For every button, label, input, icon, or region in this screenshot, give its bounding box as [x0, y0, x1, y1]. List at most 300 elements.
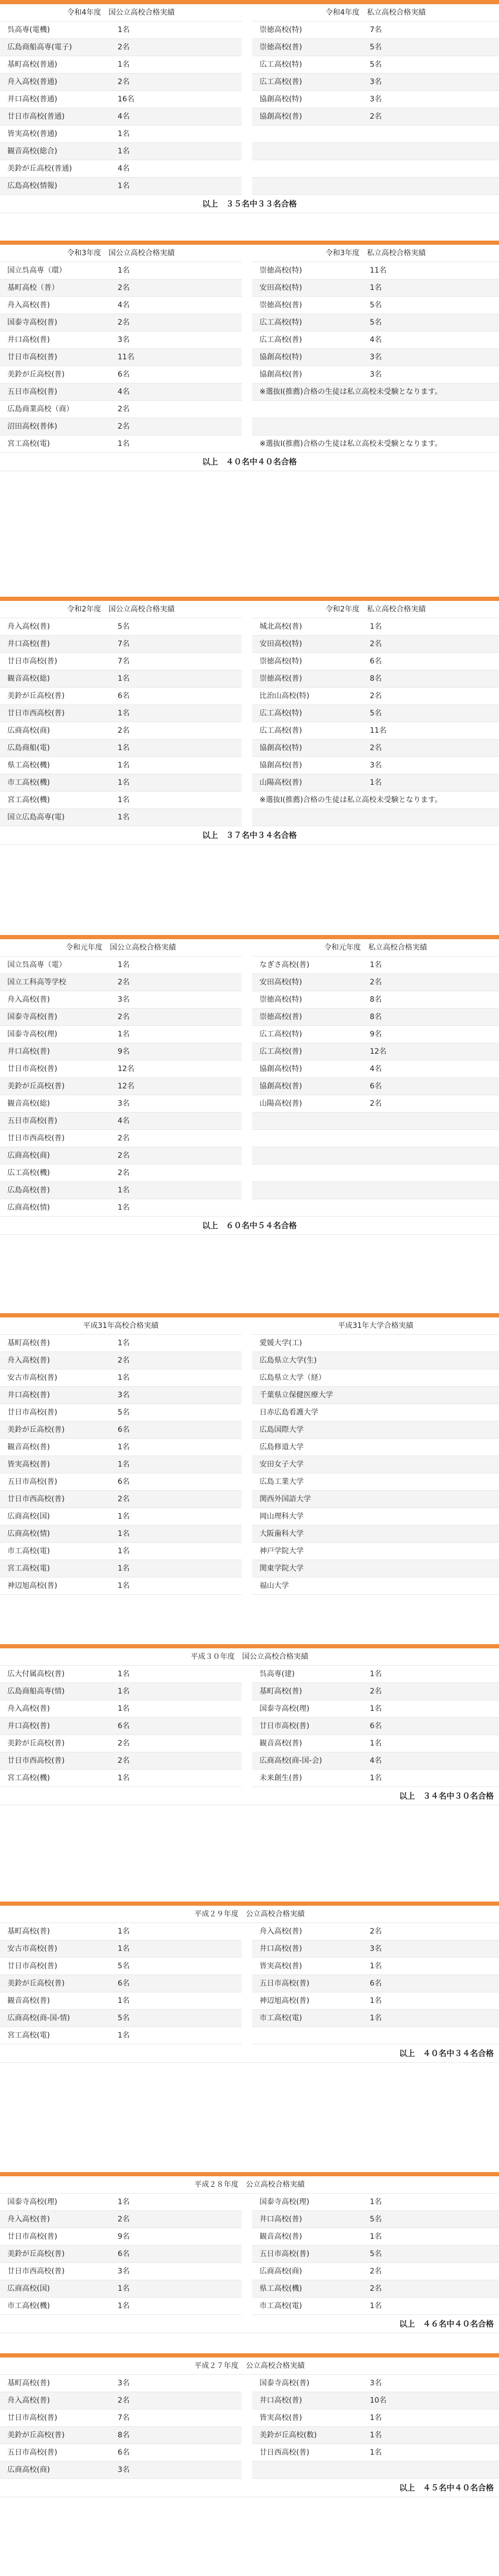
column-gap	[242, 1078, 252, 1095]
school-name: 崇徳高校(普)	[252, 39, 362, 56]
column-gap	[242, 740, 252, 757]
pass-count: 1名	[110, 435, 242, 453]
table-row	[0, 809, 499, 826]
school-name: 国泰寺高校(普)	[252, 2375, 362, 2392]
table-row	[0, 740, 499, 757]
table-row	[0, 792, 499, 809]
pass-count: 3名	[110, 2461, 242, 2479]
school-name: 観音高校(普)	[0, 1992, 110, 2010]
table-row	[0, 1165, 499, 1182]
column-gap	[242, 2263, 252, 2280]
table-row	[0, 1009, 499, 1026]
results-section-r3	[0, 241, 499, 471]
school-name: 神辺旭高校(普)	[0, 1577, 110, 1595]
pass-count: 5名	[110, 1404, 242, 1421]
school-name: 市工高校(電)	[252, 2010, 362, 2027]
table-row	[0, 91, 499, 108]
pass-count: 1名	[110, 1335, 242, 1352]
school-name: 広工高校(特)	[252, 56, 362, 74]
column-gap	[242, 91, 252, 108]
school-name: 広工高校(特)	[252, 705, 362, 722]
table-row	[0, 1130, 499, 1147]
column-gap	[242, 2246, 252, 2263]
school-name	[252, 1199, 362, 1217]
pass-count: 1名	[110, 1026, 242, 1043]
public-results-heading: 令和2年度 国公立高校合格実績	[0, 601, 242, 618]
pass-count: 1名	[362, 1958, 499, 1975]
pass-count: 2名	[110, 1165, 242, 1182]
school-name: 広島県立大学（経）	[252, 1369, 362, 1387]
pass-count	[362, 1352, 499, 1369]
results-table	[0, 1906, 499, 2044]
school-name: 協創高校(普)	[252, 1078, 362, 1095]
school-name: 大阪歯科大学	[252, 1525, 362, 1543]
table-row	[0, 1508, 499, 1525]
table-row	[0, 383, 499, 401]
school-name: 廿日市高校(普)	[0, 1404, 110, 1421]
school-name: 広島工業大学	[252, 1473, 362, 1491]
school-name: 観音高校(普)	[252, 2228, 362, 2246]
pass-count: 1名	[110, 262, 242, 279]
school-name: 観音高校(普)	[252, 1735, 362, 1752]
pass-count: 4名	[110, 297, 242, 314]
column-gap	[242, 1317, 252, 1335]
school-name: 広工高校(特)	[252, 1026, 362, 1043]
school-name: 舟入高校(普)	[252, 1923, 362, 1940]
pass-count: 1名	[110, 2280, 242, 2298]
column-gap	[242, 331, 252, 349]
school-name: 国泰寺高校(理)	[0, 1026, 110, 1043]
table-header-row	[0, 2176, 499, 2194]
pass-count: 2名	[110, 1735, 242, 1752]
pass-count: 1名	[362, 1992, 499, 2010]
table-row	[0, 1095, 499, 1113]
column-gap	[242, 1335, 252, 1352]
table-row	[0, 2461, 499, 2479]
column-gap	[242, 22, 252, 39]
table-row	[0, 2194, 499, 2211]
pass-count	[362, 809, 499, 826]
pass-count: 3名	[362, 91, 499, 108]
column-gap	[242, 2010, 252, 2027]
table-row	[0, 1061, 499, 1078]
private-results-heading: 令和2年度 私立高校合格実績	[252, 601, 499, 618]
table-row	[0, 1113, 499, 1130]
pass-count	[362, 1456, 499, 1473]
column-gap	[242, 1352, 252, 1369]
school-name	[252, 1165, 362, 1182]
column-gap	[242, 1147, 252, 1165]
column-gap	[242, 1421, 252, 1439]
pass-count: 5名	[362, 297, 499, 314]
column-gap	[242, 1975, 252, 1992]
school-name: 美鈴が丘高校(普)	[0, 2246, 110, 2263]
column-gap	[242, 1113, 252, 1130]
column-gap	[242, 618, 252, 636]
school-name: 国泰寺高校(理)	[252, 2194, 362, 2211]
pass-count: 1名	[362, 2194, 499, 2211]
pass-count: 1名	[110, 792, 242, 809]
pass-count: 6名	[110, 2246, 242, 2263]
pass-count: 2名	[362, 636, 499, 653]
school-name: 基町高校（普）	[0, 279, 110, 297]
column-gap	[242, 1543, 252, 1560]
school-name: 井口高校(普通)	[0, 91, 110, 108]
pass-count: 2名	[110, 2392, 242, 2409]
school-name: 美鈴が丘高校(普)	[0, 1735, 110, 1752]
column-gap	[242, 262, 252, 279]
pass-count: 3名	[110, 2263, 242, 2280]
school-name: 広島修道大学	[252, 1439, 362, 1456]
pass-count: 1名	[110, 1923, 242, 1940]
school-name: 観音高校(総合)	[0, 143, 110, 160]
pass-count	[362, 1199, 499, 1217]
school-name: 広商高校(商-国-会)	[252, 1752, 362, 1770]
column-gap	[242, 1940, 252, 1958]
pass-count: 1名	[110, 143, 242, 160]
school-name	[252, 178, 362, 195]
pass-count	[362, 1404, 499, 1421]
school-name: 国泰寺高校(普)	[0, 314, 110, 331]
column-gap	[242, 56, 252, 74]
column-gap	[242, 108, 252, 126]
table-row	[0, 435, 499, 453]
school-name: 広工高校(普)	[252, 74, 362, 91]
table-row	[0, 401, 499, 418]
pass-count	[362, 1130, 499, 1147]
school-name: 広工高校(機)	[0, 1165, 110, 1182]
column-gap	[242, 314, 252, 331]
school-name: 国泰寺高校(理)	[252, 1700, 362, 1718]
results-summary: 以上 ３４名中３０名合格	[0, 1787, 499, 1805]
pass-count	[362, 1113, 499, 1130]
school-name: 安田女子大学	[252, 1456, 362, 1473]
column-gap	[242, 2375, 252, 2392]
pass-count: 2名	[362, 2280, 499, 2298]
pass-count: 2名	[110, 1147, 242, 1165]
school-name: 愛媛大学(工)	[252, 1335, 362, 1352]
table-row	[0, 2409, 499, 2427]
school-name: 広島商船(電)	[0, 740, 110, 757]
table-row	[0, 1770, 499, 1787]
column-gap	[242, 705, 252, 722]
table-header-row	[0, 1906, 499, 1923]
school-name: 廿日市高校(普)	[0, 2409, 110, 2427]
pass-count: 6名	[362, 1718, 499, 1735]
pass-count	[362, 1473, 499, 1491]
pass-count: 1名	[362, 2228, 499, 2246]
school-name	[252, 2461, 362, 2479]
school-name: 比治山高校(特)	[252, 688, 362, 705]
column-gap	[242, 39, 252, 56]
pass-count: 4名	[362, 1061, 499, 1078]
school-name: 廿日市高校(普通)	[0, 108, 110, 126]
column-gap	[242, 757, 252, 774]
pass-count: 1名	[110, 1577, 242, 1595]
section-top-stripe	[0, 1902, 499, 1906]
pass-count: 6名	[110, 1718, 242, 1735]
school-name: 美鈴が丘高校(普)	[0, 688, 110, 705]
school-name: 協創高校(普)	[252, 366, 362, 383]
table-row	[0, 618, 499, 636]
school-name: 舟入高校(普)	[0, 1700, 110, 1718]
pass-count: 3名	[362, 74, 499, 91]
column-gap	[242, 2392, 252, 2409]
school-name	[252, 126, 362, 143]
table-row	[0, 126, 499, 143]
school-name: 井口高校(普)	[252, 2392, 362, 2409]
school-name: 市工高校(電)	[0, 1543, 110, 1560]
pass-count: 1名	[110, 670, 242, 688]
pass-count	[362, 1560, 499, 1577]
table-row	[0, 1666, 499, 1683]
pass-count: 6名	[110, 1421, 242, 1439]
school-name: 崇徳高校(普)	[252, 297, 362, 314]
column-gap	[242, 722, 252, 740]
school-name: 未来創生(普)	[252, 1770, 362, 1787]
pass-count: 2名	[110, 1352, 242, 1369]
school-name: 観音高校(総)	[0, 670, 110, 688]
table-row	[0, 160, 499, 178]
column-gap	[242, 2298, 252, 2315]
results-section-r4	[0, 0, 499, 213]
school-name: 協創高校(特)	[252, 740, 362, 757]
school-name: 福山大学	[252, 1577, 362, 1595]
school-name: ※選抜Ⅰ(推薦)合格の生徒は私立高校未受験となります。	[252, 383, 499, 401]
school-name: 協創高校(普)	[252, 108, 362, 126]
school-name: 基町高校(普)	[252, 1683, 362, 1700]
school-name: 広商高校(情)	[0, 1525, 110, 1543]
pass-count: 1名	[362, 1666, 499, 1683]
table-row	[0, 418, 499, 435]
table-row	[0, 297, 499, 314]
pass-count	[362, 1147, 499, 1165]
results-section-h28	[0, 2172, 499, 2333]
results-summary: 以上 ４６名中４０名合格	[0, 2315, 499, 2333]
pass-count: 3名	[110, 1387, 242, 1404]
column-gap	[242, 366, 252, 383]
school-name: 五日市高校(普)	[0, 2444, 110, 2461]
table-row	[0, 1735, 499, 1752]
pass-count: 6名	[110, 1975, 242, 1992]
column-gap	[242, 670, 252, 688]
column-gap	[242, 1387, 252, 1404]
pass-count: 2名	[110, 74, 242, 91]
results-table	[0, 939, 499, 1217]
column-gap	[242, 2194, 252, 2211]
school-name: 安古市高校(普)	[0, 1369, 110, 1387]
pass-count: 1名	[362, 774, 499, 792]
pass-count: 11名	[362, 722, 499, 740]
table-row	[0, 1940, 499, 1958]
pass-count	[362, 401, 499, 418]
results-summary: 以上 ４５名中４０名合格	[0, 2479, 499, 2497]
pass-count: 2名	[362, 974, 499, 991]
column-gap	[242, 245, 252, 262]
section-top-stripe	[0, 2172, 499, 2176]
table-row	[0, 178, 499, 195]
table-row	[0, 722, 499, 740]
school-name: 広商高校(商)	[0, 2461, 110, 2479]
column-gap	[242, 1735, 252, 1752]
school-name: 舟入高校(普)	[0, 2211, 110, 2228]
column-gap	[242, 2228, 252, 2246]
school-name: 安田高校(特)	[252, 636, 362, 653]
private-results-heading: 令和元年度 私立高校合格実績	[252, 939, 499, 957]
pass-count: 5名	[362, 705, 499, 722]
pass-count: 2名	[110, 2211, 242, 2228]
school-name: 廿日西高校(普)	[252, 2444, 362, 2461]
school-name: 井口高校(普)	[0, 636, 110, 653]
pass-count	[362, 1335, 499, 1352]
school-name: 広島高校(情報)	[0, 178, 110, 195]
pass-count: 1名	[110, 774, 242, 792]
pass-count: 4名	[362, 331, 499, 349]
table-row	[0, 2280, 499, 2298]
pass-count: 2名	[110, 722, 242, 740]
school-name: 観音高校(総)	[0, 1095, 110, 1113]
school-name: 皆実高校(普)	[0, 1456, 110, 1473]
pass-count: 1名	[362, 2298, 499, 2315]
table-row	[0, 1456, 499, 1473]
pass-count: 1名	[110, 1439, 242, 1456]
pass-count	[362, 1577, 499, 1595]
table-row	[0, 1923, 499, 1940]
school-name: 市工高校(機)	[0, 774, 110, 792]
pass-count: 7名	[110, 653, 242, 670]
table-row	[0, 1683, 499, 1700]
results-table	[0, 1317, 499, 1595]
table-row	[0, 1078, 499, 1095]
school-name: 五日市高校(普)	[0, 383, 110, 401]
school-name: 崇徳高校(特)	[252, 262, 362, 279]
pass-count: 2名	[362, 108, 499, 126]
school-name: 宮工高校(機)	[0, 792, 110, 809]
section-top-stripe	[0, 0, 499, 4]
school-name: 廿日市西高校(普)	[0, 1491, 110, 1508]
public-results-heading: 平成31年高校合格実績	[0, 1317, 242, 1335]
pass-count	[362, 1508, 499, 1525]
school-name	[252, 1113, 362, 1130]
table-row	[0, 1992, 499, 2010]
school-name	[252, 160, 362, 178]
school-name: 国立呉高専（環）	[0, 262, 110, 279]
pass-count: 1名	[110, 957, 242, 974]
pass-count: 1名	[110, 757, 242, 774]
pass-count: 1名	[362, 2427, 499, 2444]
results-section-r2	[0, 597, 499, 845]
table-row	[0, 366, 499, 383]
pass-count: 1名	[362, 279, 499, 297]
pass-count: 5名	[110, 2010, 242, 2027]
results-heading: 平成２９年度 公立高校合格実績	[0, 1906, 499, 1923]
school-name: 県工高校(機)	[252, 2280, 362, 2298]
table-row	[0, 1543, 499, 1560]
column-gap	[242, 636, 252, 653]
column-gap	[242, 279, 252, 297]
pass-count: 2名	[110, 1130, 242, 1147]
school-name: 神辺旭高校(普)	[252, 1992, 362, 2010]
pass-count: 8名	[110, 2427, 242, 2444]
school-name: 広商高校(情)	[0, 1199, 110, 1217]
pass-count	[362, 1165, 499, 1182]
table-row	[0, 22, 499, 39]
school-name: 舟入高校(普通)	[0, 74, 110, 91]
section-top-stripe	[0, 2353, 499, 2357]
pass-count: 8名	[362, 991, 499, 1009]
school-name: 五日市高校(普)	[0, 1473, 110, 1491]
school-name: 舟入高校(普)	[0, 297, 110, 314]
school-name: 千葉県立保健医療大学	[252, 1387, 362, 1404]
results-section-h30	[0, 1644, 499, 1805]
school-name: 県工高校(機)	[0, 757, 110, 774]
pass-count: 1名	[110, 126, 242, 143]
school-name: 広島商業高校（商）	[0, 401, 110, 418]
school-name: 国泰寺高校(普)	[0, 1009, 110, 1026]
pass-count: 3名	[362, 1940, 499, 1958]
pass-count: 4名	[110, 383, 242, 401]
table-row	[0, 636, 499, 653]
school-name	[252, 401, 362, 418]
table-row	[0, 1147, 499, 1165]
school-name: 広商高校(商-国-情)	[0, 2010, 110, 2027]
pass-count: 1名	[110, 1700, 242, 1718]
pass-count: 6名	[110, 366, 242, 383]
table-row	[0, 1439, 499, 1456]
column-gap	[242, 2211, 252, 2228]
table-row	[0, 331, 499, 349]
column-gap	[242, 1130, 252, 1147]
table-row	[0, 74, 499, 91]
pass-count: 1名	[362, 2409, 499, 2427]
pass-count: 3名	[110, 331, 242, 349]
table-row	[0, 1958, 499, 1975]
pass-count: 7名	[110, 2409, 242, 2427]
table-row	[0, 1525, 499, 1543]
column-gap	[242, 160, 252, 178]
school-name: 美鈴が丘高校(普通)	[0, 160, 110, 178]
pass-count: 1名	[110, 56, 242, 74]
column-gap	[242, 1439, 252, 1456]
school-name	[252, 418, 362, 435]
results-summary: 以上 ６０名中５４名合格	[0, 1217, 499, 1235]
table-row	[0, 757, 499, 774]
school-name: 廿日市高校(普)	[252, 1718, 362, 1735]
column-gap	[242, 1508, 252, 1525]
pass-count	[362, 1543, 499, 1560]
pass-count: 16名	[110, 91, 242, 108]
table-row	[0, 2444, 499, 2461]
school-name: 安古市高校(普)	[0, 1940, 110, 1958]
pass-count: 1名	[110, 1543, 242, 1560]
school-name: 城北高校(普)	[252, 618, 362, 636]
pass-count: 5名	[362, 39, 499, 56]
school-name	[252, 809, 362, 826]
column-gap	[242, 1026, 252, 1043]
school-name: 安田高校(特)	[252, 279, 362, 297]
pass-count: 2名	[362, 740, 499, 757]
table-header-row	[0, 4, 499, 22]
table-row	[0, 2010, 499, 2027]
column-gap	[242, 688, 252, 705]
pass-count: 1名	[110, 2298, 242, 2315]
school-name: 呉高専(建)	[252, 1666, 362, 1683]
pass-count	[362, 418, 499, 435]
table-row	[0, 1199, 499, 1217]
table-row	[0, 314, 499, 331]
column-gap	[242, 1992, 252, 2010]
pass-count: 1名	[362, 1770, 499, 1787]
